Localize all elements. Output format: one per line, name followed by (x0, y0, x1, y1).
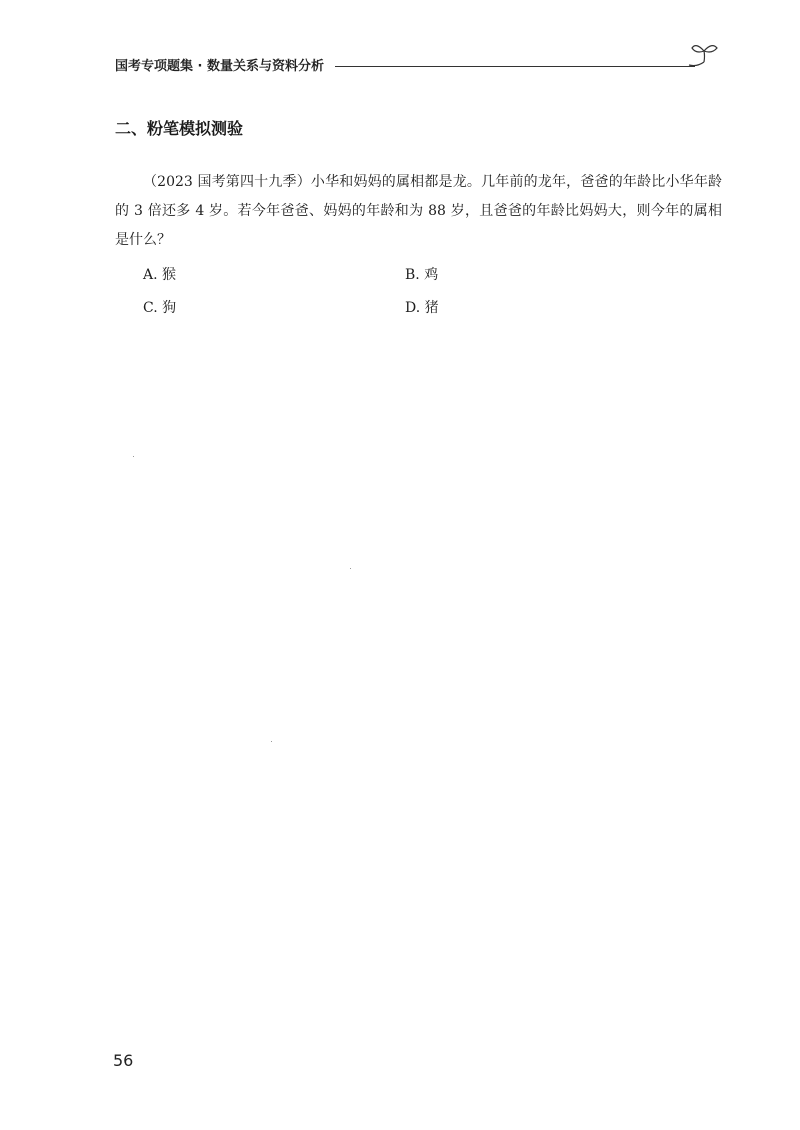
scan-speck (133, 456, 134, 457)
option-a: A. 猴 (143, 267, 177, 283)
scan-speck (271, 741, 272, 742)
section-title: 二、粉笔模拟测验 (115, 119, 244, 138)
option-b: B. 鸡 (405, 267, 439, 283)
running-header (115, 50, 715, 78)
page-number: 56 (113, 1051, 134, 1070)
header-rule (335, 66, 695, 67)
question-text: （2023 国考第四十九季）小华和妈妈的属相都是龙。几年前的龙年，爸爸的年龄比小华年龄的 3 倍还多 4 岁。若今年爸爸、妈妈的年龄和为 88 岁，且爸爸的年龄比妈妈大，则今年的属相是什么？ (115, 174, 722, 248)
header-title: 国考专项题集 · 数量关系与资料分析 (115, 55, 330, 74)
sprout-icon (687, 40, 721, 74)
option-d: D. 猪 (405, 300, 439, 316)
option-c: C. 狗 (143, 300, 177, 316)
scan-speck (350, 568, 351, 569)
